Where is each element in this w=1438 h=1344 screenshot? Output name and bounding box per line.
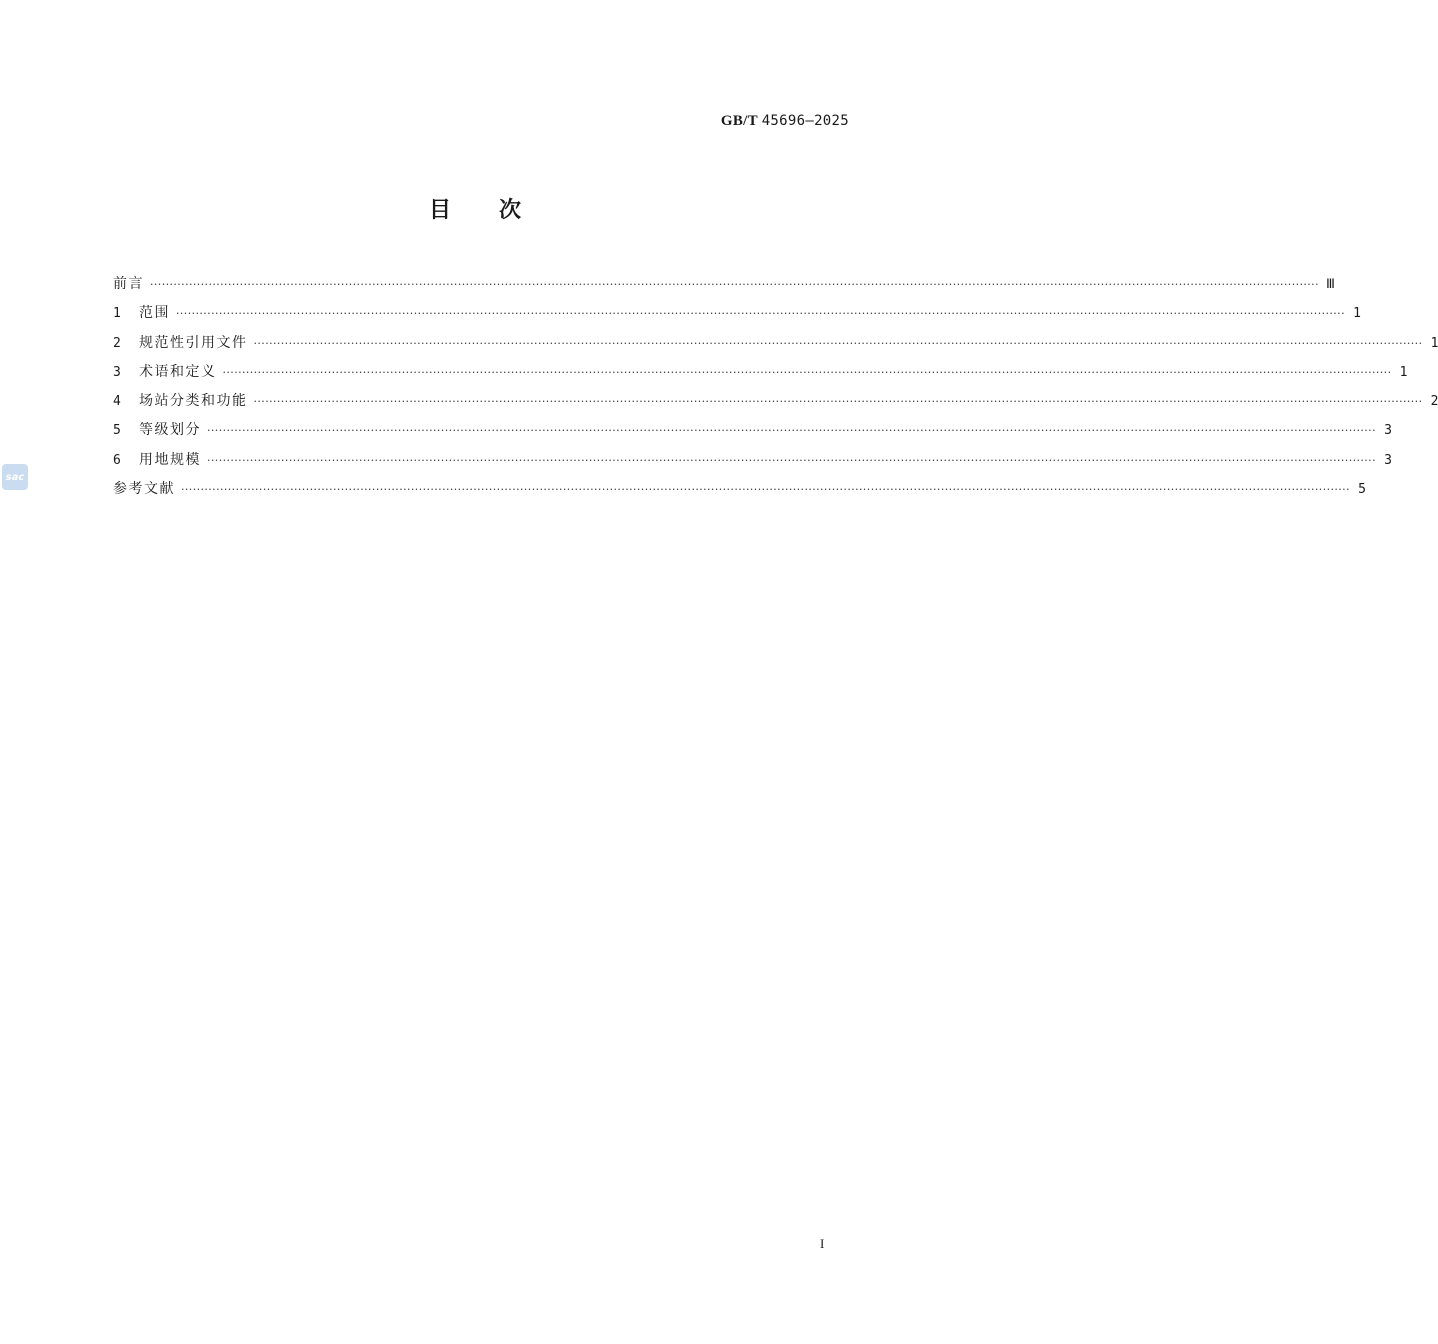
toc-entry-2[interactable] (113, 329, 1438, 358)
toc-entry-label: 用地规模 (139, 451, 201, 468)
toc-entry-label: 参考文献 (113, 481, 175, 498)
toc-entry-number: 5 (113, 423, 121, 439)
toc-entry-page: 1 (1399, 364, 1408, 380)
toc-entry-3[interactable] (113, 358, 1408, 387)
toc-entry-page: 3 (1384, 452, 1392, 468)
toc-entry-4[interactable] (113, 387, 1438, 416)
page-number: I (820, 1236, 825, 1251)
toc-entry-foreword[interactable] (113, 270, 1335, 299)
toc-entry-page: Ⅲ (1326, 277, 1335, 292)
sac-watermark-text: sac (5, 471, 25, 483)
table-of-contents (113, 270, 1438, 504)
standard-code-number: 45696—2025 (761, 113, 849, 129)
toc-entry-page: 3 (1384, 423, 1392, 439)
toc-entry-5[interactable] (113, 416, 1392, 445)
sac-watermark-logo (2, 464, 28, 490)
toc-entry-label: 范围 (139, 305, 170, 322)
page-title-char-2: 次 (499, 198, 522, 223)
toc-dot-leader: ············································································································································································································································································································ (207, 453, 1376, 467)
toc-dot-leader: ············································································································································································································································································································ (207, 424, 1376, 438)
page-title-char-1: 目 (428, 198, 451, 223)
toc-dot-leader: ············································································································································································································································································································ (253, 336, 1423, 350)
toc-entry-label: 场站分类和功能 (139, 393, 248, 410)
toc-entry-page: 1 (1430, 335, 1438, 351)
toc-dot-leader: ············································································································································································································································································································ (181, 483, 1350, 497)
standard-code-prefix: GB/T (720, 113, 758, 129)
toc-entry-6[interactable] (113, 446, 1392, 475)
toc-entry-number: 1 (113, 306, 121, 322)
toc-dot-leader: ············································································································································································································································································································ (150, 278, 1319, 291)
toc-entry-label: 规范性引用文件 (139, 334, 248, 351)
standard-code (721, 113, 849, 130)
toc-entry-label: 术语和定义 (139, 363, 217, 380)
toc-entry-number: 3 (113, 364, 121, 380)
toc-entry-label: 等级划分 (139, 422, 201, 439)
toc-entry-number: 2 (113, 335, 121, 351)
toc-dot-leader: ············································································································································································································································································································ (253, 395, 1423, 409)
toc-entry-number: 4 (113, 394, 121, 410)
toc-entry-page: 2 (1430, 394, 1438, 410)
toc-dot-leader: ············································································································································································································································································································ (222, 365, 1392, 379)
toc-entry-bibliography[interactable] (113, 475, 1366, 504)
toc-entry-page: 1 (1353, 306, 1361, 322)
toc-entry-page: 5 (1358, 482, 1366, 498)
toc-entry-1[interactable] (113, 299, 1361, 328)
toc-entry-label: 前言 (113, 276, 144, 292)
toc-dot-leader: ············································································································································································································································································································ (176, 307, 1345, 321)
page-title (0, 193, 950, 224)
toc-entry-number: 6 (113, 452, 121, 468)
